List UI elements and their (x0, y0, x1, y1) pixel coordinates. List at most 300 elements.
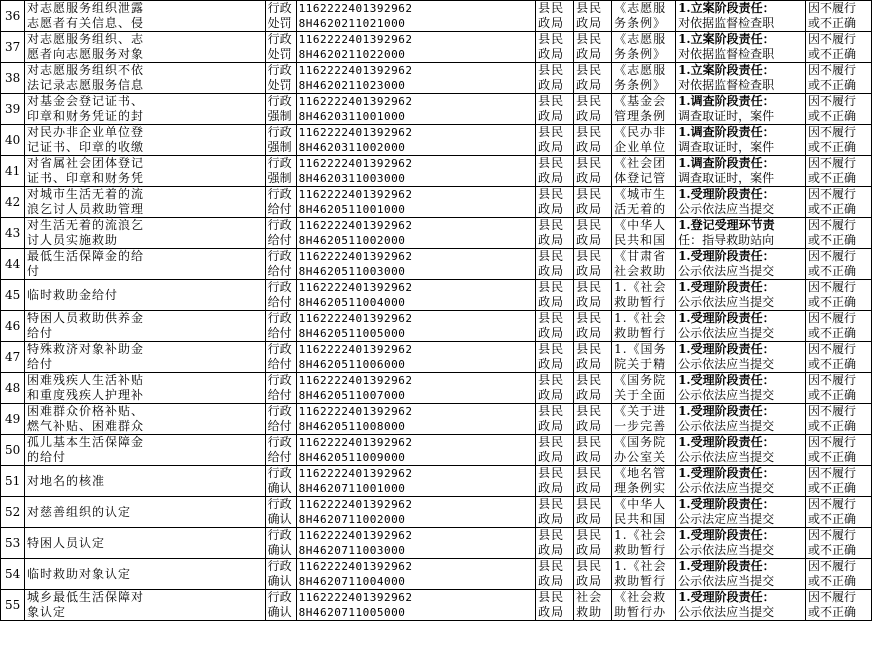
legal-basis (612, 32, 676, 63)
legal-basis (612, 342, 676, 373)
implementing-dept-line: 政局 (538, 140, 565, 154)
responsibility (676, 249, 806, 280)
implementing-dept-line: 县民 (538, 404, 565, 418)
responsibility (676, 342, 806, 373)
item-code-line: 8H4620711002000 (298, 513, 406, 526)
implementing-dept-line: 县民 (538, 497, 565, 511)
responsibility-stage: 1.调查阶段责任： (678, 94, 775, 108)
legal-basis (612, 249, 676, 280)
accountability-line: 因不履行 (807, 590, 856, 604)
item-code (296, 311, 536, 342)
implementing-dept-line: 县民 (538, 559, 565, 573)
legal-basis-line: 1.《社会 (614, 311, 667, 325)
responsibility-text: 任：指导救助站向 (678, 233, 775, 247)
item-code-line: 8H4620511004000 (298, 296, 406, 309)
implementing-dept-line: 政局 (538, 450, 565, 464)
responsibility (676, 311, 806, 342)
responsible-dept-line: 县民 (576, 249, 603, 263)
legal-basis-line: 关于全面 (614, 388, 667, 402)
table-row (1, 187, 872, 218)
responsible-dept-line: 政局 (576, 357, 603, 371)
responsible-dept-line: 县民 (576, 218, 603, 232)
item-code-line: 8H4620711004000 (298, 575, 406, 588)
implementing-dept (536, 590, 574, 621)
responsible-dept (574, 342, 612, 373)
responsibility-stage: 1.调查阶段责任： (678, 156, 775, 170)
legal-basis-line: 救助暂行 (614, 326, 667, 340)
implementing-dept (536, 528, 574, 559)
row-number: 52 (1, 497, 25, 528)
item-code-line: 8H4620511002000 (298, 234, 406, 247)
power-type-line: 处罚 (267, 78, 292, 92)
item-name-line: 浪乞讨人员救助管理 (26, 202, 144, 216)
responsibility (676, 63, 806, 94)
accountability (805, 94, 871, 125)
responsible-dept (574, 497, 612, 528)
item-code (296, 559, 536, 590)
responsibility-stage: 1.受理阶段责任： (678, 373, 775, 387)
legal-basis-line: 1.《国务 (614, 342, 667, 356)
power-type-line: 行政 (267, 590, 292, 604)
implementing-dept-line: 政局 (538, 295, 565, 309)
implementing-dept-line: 县民 (538, 528, 565, 542)
responsibility-text: 公示依法应当提交 (678, 419, 775, 433)
responsible-dept (574, 280, 612, 311)
accountability-line: 或不正确 (807, 512, 856, 526)
implementing-dept (536, 280, 574, 311)
power-type (265, 497, 296, 528)
legal-basis-line: 救助暂行 (614, 295, 667, 309)
responsible-dept-line: 县民 (576, 280, 603, 294)
responsibility-stage: 1.受理阶段责任： (678, 342, 775, 356)
responsible-dept-line: 社会 (576, 590, 603, 604)
table-row (1, 1, 872, 32)
implementing-dept-line: 政局 (538, 481, 565, 495)
responsibility-text: 公示依法应当提交 (678, 326, 775, 340)
responsibility-text: 公示依法应当提交 (678, 357, 775, 371)
implementing-dept (536, 342, 574, 373)
item-name-line: 孤儿基本生活保障金 (26, 435, 144, 449)
power-type (265, 1, 296, 32)
row-number: 47 (1, 342, 25, 373)
item-name-line: 的给付 (26, 450, 66, 464)
power-type-line: 行政 (267, 156, 292, 170)
responsibility-text: 公示依法应当提交 (678, 481, 775, 495)
responsible-dept-line: 政局 (576, 512, 603, 526)
item-code-line: 1162222401392962 (298, 33, 413, 46)
responsible-dept-line: 政局 (576, 419, 603, 433)
table-row (1, 497, 872, 528)
power-type (265, 466, 296, 497)
item-code-line: 8H4620511001000 (298, 203, 406, 216)
responsible-dept-line: 县民 (576, 435, 603, 449)
power-type (265, 590, 296, 621)
implementing-dept-line: 县民 (538, 311, 565, 325)
responsibility-stage: 1.立案阶段责任： (678, 1, 775, 15)
responsible-dept (574, 435, 612, 466)
responsible-dept-line: 政局 (576, 264, 603, 278)
power-type-line: 给付 (267, 295, 292, 309)
legal-basis (612, 187, 676, 218)
accountability (805, 466, 871, 497)
responsibility (676, 373, 806, 404)
accountability-line: 或不正确 (807, 109, 856, 123)
item-name (24, 218, 265, 249)
responsibility-stage: 1.登记受理环节责 (678, 218, 775, 232)
responsible-dept-line: 政局 (576, 388, 603, 402)
item-code-line: 8H4620511008000 (298, 420, 406, 433)
item-name (24, 373, 265, 404)
table-row (1, 280, 872, 311)
responsible-dept-line: 政局 (576, 574, 603, 588)
power-type-line: 确认 (267, 574, 292, 588)
implementing-dept (536, 32, 574, 63)
accountability-line: 因不履行 (807, 280, 856, 294)
power-type-line: 确认 (267, 481, 292, 495)
responsibility-stage: 1.受理阶段责任： (678, 311, 775, 325)
responsibility-stage: 1.受理阶段责任： (678, 559, 775, 573)
responsibility-text: 对依据监督检查职 (678, 78, 775, 92)
power-type-line: 行政 (267, 342, 292, 356)
item-code-line: 1162222401392962 (298, 126, 413, 139)
implementing-dept (536, 466, 574, 497)
row-number: 40 (1, 125, 25, 156)
power-type (265, 156, 296, 187)
implementing-dept (536, 125, 574, 156)
row-number: 43 (1, 218, 25, 249)
implementing-dept-line: 县民 (538, 590, 565, 604)
accountability (805, 342, 871, 373)
power-type-line: 行政 (267, 280, 292, 294)
implementing-dept-line: 政局 (538, 264, 565, 278)
power-type (265, 249, 296, 280)
power-type (265, 280, 296, 311)
power-type (265, 218, 296, 249)
item-name-line: 印章和财务凭证的封 (26, 109, 144, 123)
implementing-dept-line: 政局 (538, 16, 565, 30)
row-number: 50 (1, 435, 25, 466)
table-row (1, 590, 872, 621)
responsibility (676, 94, 806, 125)
legal-basis (612, 559, 676, 590)
power-type-line: 行政 (267, 94, 292, 108)
responsibility-text: 公示依法应当提交 (678, 574, 775, 588)
item-code (296, 466, 536, 497)
item-name-line: 象认定 (26, 605, 66, 619)
legal-basis (612, 280, 676, 311)
legal-basis-line: 《基金会 (614, 94, 667, 108)
legal-basis-line: 《社会团 (614, 156, 667, 170)
power-type-line: 行政 (267, 559, 292, 573)
legal-basis-line: 体登记管 (614, 171, 667, 185)
responsible-dept-line: 县民 (576, 497, 603, 511)
accountability-line: 或不正确 (807, 78, 856, 92)
table-row (1, 435, 872, 466)
implementing-dept-line: 县民 (538, 156, 565, 170)
accountability-line: 因不履行 (807, 125, 856, 139)
legal-basis-line: 《中华人 (614, 497, 667, 511)
responsible-dept-line: 县民 (576, 559, 603, 573)
responsible-dept (574, 94, 612, 125)
responsibility-stage: 1.受理阶段责任： (678, 404, 775, 418)
accountability-line: 或不正确 (807, 202, 856, 216)
item-name-line: 讨人员实施救助 (26, 233, 118, 247)
responsibility-text: 调查取证时，案件 (678, 109, 775, 123)
legal-basis (612, 1, 676, 32)
implementing-dept (536, 559, 574, 590)
item-name (24, 497, 265, 528)
accountability-line: 或不正确 (807, 481, 856, 495)
legal-basis-line: 社会救助 (614, 264, 667, 278)
power-type-line: 行政 (267, 528, 292, 542)
accountability (805, 435, 871, 466)
responsibility-text: 公示依法应当提交 (678, 202, 775, 216)
legal-basis-line: 助暂行办 (614, 605, 667, 619)
implementing-dept (536, 249, 574, 280)
implementing-dept-line: 政局 (538, 543, 565, 557)
responsibility (676, 280, 806, 311)
accountability-line: 因不履行 (807, 156, 856, 170)
row-number: 38 (1, 63, 25, 94)
accountability (805, 187, 871, 218)
legal-basis-line: 《国务院 (614, 435, 667, 449)
responsibility-text: 对依据监督检查职 (678, 16, 775, 30)
accountability (805, 497, 871, 528)
accountability (805, 590, 871, 621)
implementing-dept-line: 县民 (538, 94, 565, 108)
power-type (265, 187, 296, 218)
item-name (24, 280, 265, 311)
accountability-line: 或不正确 (807, 171, 856, 185)
table-row (1, 466, 872, 497)
accountability-line: 因不履行 (807, 187, 856, 201)
item-name (24, 156, 265, 187)
legal-basis-line: 《志愿服 (614, 1, 667, 15)
power-type-line: 行政 (267, 311, 292, 325)
item-code-line: 1162222401392962 (298, 467, 413, 480)
responsible-dept-line: 县民 (576, 94, 603, 108)
accountability-line: 因不履行 (807, 94, 856, 108)
implementing-dept-line: 政局 (538, 419, 565, 433)
implementing-dept-line: 县民 (538, 249, 565, 263)
legal-basis-line: 《国务院 (614, 373, 667, 387)
implementing-dept-line: 县民 (538, 63, 565, 77)
power-type-line: 处罚 (267, 16, 292, 30)
item-code-line: 8H4620511003000 (298, 265, 406, 278)
table-row (1, 559, 872, 590)
row-number: 45 (1, 280, 25, 311)
row-number: 39 (1, 94, 25, 125)
item-code-line: 1162222401392962 (298, 436, 413, 449)
item-name (24, 404, 265, 435)
item-code-line: 1162222401392962 (298, 2, 413, 15)
implementing-dept (536, 187, 574, 218)
power-type-line: 给付 (267, 419, 292, 433)
legal-basis-line: 救助暂行 (614, 574, 667, 588)
item-code-line: 1162222401392962 (298, 405, 413, 418)
accountability-line: 因不履行 (807, 249, 856, 263)
item-code-line: 1162222401392962 (298, 312, 413, 325)
accountability-line: 或不正确 (807, 233, 856, 247)
legal-basis-line: 《志愿服 (614, 63, 667, 77)
item-name-line: 燃气补贴、困难群众 (26, 419, 144, 433)
item-code-line: 8H4620511006000 (298, 358, 406, 371)
responsible-dept-line: 政局 (576, 140, 603, 154)
responsible-dept (574, 63, 612, 94)
item-code-line: 1162222401392962 (298, 157, 413, 170)
accountability-line: 或不正确 (807, 16, 856, 30)
item-name (24, 342, 265, 373)
power-type-line: 行政 (267, 497, 292, 511)
legal-basis (612, 218, 676, 249)
responsible-dept-line: 县民 (576, 342, 603, 356)
implementing-dept (536, 1, 574, 32)
item-name (24, 311, 265, 342)
accountability-line: 因不履行 (807, 497, 856, 511)
implementing-dept (536, 373, 574, 404)
responsible-dept-line: 政局 (576, 233, 603, 247)
responsible-dept (574, 528, 612, 559)
responsible-dept-line: 县民 (576, 466, 603, 480)
responsible-dept (574, 373, 612, 404)
implementing-dept-line: 政局 (538, 388, 565, 402)
responsibility-stage: 1.受理阶段责任： (678, 528, 775, 542)
responsible-dept-line: 政局 (576, 47, 603, 61)
implementing-dept (536, 156, 574, 187)
responsibility-text: 公示依法应当提交 (678, 295, 775, 309)
accountability (805, 125, 871, 156)
power-type-line: 给付 (267, 326, 292, 340)
table-row (1, 156, 872, 187)
item-code-line: 8H4620711005000 (298, 606, 406, 619)
item-name-line: 城乡最低生活保障对 (26, 590, 144, 604)
item-code-line: 8H4620711001000 (298, 482, 406, 495)
legal-basis-line: 《城市生 (614, 187, 667, 201)
row-number: 37 (1, 32, 25, 63)
implementing-dept (536, 63, 574, 94)
table-row (1, 373, 872, 404)
responsible-dept-line: 县民 (576, 528, 603, 542)
power-type-line: 行政 (267, 125, 292, 139)
item-code-line: 8H4620511009000 (298, 451, 406, 464)
accountability-line: 或不正确 (807, 140, 856, 154)
table-row (1, 311, 872, 342)
item-code-line: 8H4620311001000 (298, 110, 406, 123)
accountability-line: 或不正确 (807, 605, 856, 619)
accountability-line: 因不履行 (807, 311, 856, 325)
row-number: 42 (1, 187, 25, 218)
item-name (24, 590, 265, 621)
item-name-line: 给付 (26, 326, 53, 340)
item-code-line: 8H4620511007000 (298, 389, 406, 402)
item-name-line: 对城市生活无着的流 (26, 187, 144, 201)
legal-basis (612, 94, 676, 125)
responsible-dept-line: 政局 (576, 171, 603, 185)
table-row (1, 342, 872, 373)
responsibility (676, 125, 806, 156)
item-name (24, 94, 265, 125)
legal-basis-line: 民共和国 (614, 233, 667, 247)
item-code (296, 373, 536, 404)
item-code (296, 342, 536, 373)
item-name (24, 249, 265, 280)
responsibility-text: 对依据监督检查职 (678, 47, 775, 61)
item-name (24, 63, 265, 94)
responsibility-text: 公示依法应当提交 (678, 450, 775, 464)
power-type (265, 32, 296, 63)
item-code-line: 1162222401392962 (298, 591, 413, 604)
power-type-line: 强制 (267, 171, 292, 185)
row-number: 48 (1, 373, 25, 404)
legal-basis (612, 528, 676, 559)
responsible-dept-line: 政局 (576, 450, 603, 464)
legal-basis-line: 管理条例 (614, 109, 667, 123)
item-code-line: 1162222401392962 (298, 281, 413, 294)
item-name-line: 证书、印章和财务凭 (26, 171, 144, 185)
item-name (24, 32, 265, 63)
responsibility (676, 590, 806, 621)
item-name-line: 给付 (26, 357, 53, 371)
item-name-line: 对民办非企业单位登 (26, 125, 144, 139)
accountability (805, 311, 871, 342)
item-name-line: 特困人员救助供养金 (26, 311, 144, 325)
power-type (265, 435, 296, 466)
responsible-dept-line: 县民 (576, 404, 603, 418)
implementing-dept-line: 政局 (538, 512, 565, 526)
table-row (1, 404, 872, 435)
accountability-line: 因不履行 (807, 373, 856, 387)
item-name (24, 125, 265, 156)
legal-basis-line: 理条例实 (614, 481, 667, 495)
row-number: 51 (1, 466, 25, 497)
accountability-line: 因不履行 (807, 32, 856, 46)
implementing-dept-line: 政局 (538, 357, 565, 371)
responsibility (676, 497, 806, 528)
item-name (24, 187, 265, 218)
legal-basis-line: 《地名管 (614, 466, 667, 480)
responsibility-stage: 1.受理阶段责任： (678, 435, 775, 449)
item-code (296, 435, 536, 466)
accountability-line: 因不履行 (807, 342, 856, 356)
item-name (24, 466, 265, 497)
responsibility (676, 466, 806, 497)
accountability (805, 32, 871, 63)
accountability-line: 因不履行 (807, 63, 856, 77)
responsible-dept (574, 187, 612, 218)
legal-basis-line: 务条例》 (614, 47, 667, 61)
legal-basis-line: 务条例》 (614, 16, 667, 30)
item-code-line: 1162222401392962 (298, 374, 413, 387)
item-name-line: 对地名的核准 (26, 473, 105, 488)
implementing-dept-line: 县民 (538, 125, 565, 139)
row-number: 46 (1, 311, 25, 342)
responsible-dept-line: 县民 (576, 156, 603, 170)
table-row (1, 32, 872, 63)
item-code-line: 1162222401392962 (298, 250, 413, 263)
accountability-line: 因不履行 (807, 404, 856, 418)
power-type (265, 125, 296, 156)
power-type-line: 行政 (267, 32, 292, 46)
responsibility-text: 调查取证时，案件 (678, 171, 775, 185)
accountability-line: 或不正确 (807, 388, 856, 402)
responsibility (676, 218, 806, 249)
responsible-dept-line: 县民 (576, 32, 603, 46)
legal-basis (612, 63, 676, 94)
responsibility-text: 公示法定应当提交 (678, 512, 775, 526)
legal-basis-line: 民共和国 (614, 512, 667, 526)
legal-basis-line: 企业单位 (614, 140, 667, 154)
implementing-dept-line: 政局 (538, 171, 565, 185)
